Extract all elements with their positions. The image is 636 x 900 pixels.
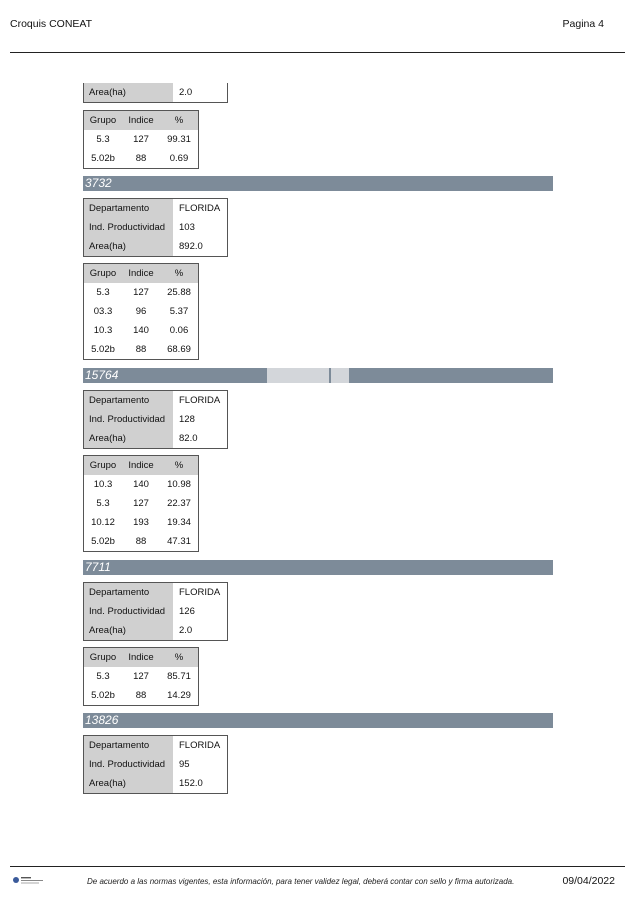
info-row-productividad [84,602,227,621]
info-row-departamento [84,583,227,602]
col-grupo: Grupo [89,268,117,279]
col-indice: Indice [128,652,154,663]
cell-indice: 140 [133,479,149,490]
cell-pct: 99.31 [167,134,191,145]
header-divider [10,52,625,53]
table-row [84,686,198,705]
cell-pct: 47.31 [167,536,191,547]
info-label: Area(ha) [84,429,173,448]
section-band [83,713,553,728]
section-id: 3732 [85,176,112,190]
cell-pct: 5.37 [169,306,189,317]
cell-grupo: 5.3 [96,671,110,682]
info-row-departamento [84,199,227,218]
table-row [84,532,198,551]
col-pct: % [174,268,184,279]
section-id: 15764 [85,368,119,382]
cell-grupo: 10.12 [91,517,115,528]
info-label: Ind. Productividad [84,218,173,237]
info-value: 128 [179,414,195,425]
info-label: Departamento [84,583,173,602]
info-value: 892.0 [179,241,203,252]
info-value: FLORIDA [179,395,221,406]
info-value: 2.0 [179,87,193,98]
table-row [84,667,198,686]
info-table [83,735,228,794]
cell-indice: 140 [133,325,149,336]
cell-grupo: 5.3 [96,287,110,298]
cell-pct: 10.98 [167,479,191,490]
cell-indice: 127 [133,287,149,298]
info-value: FLORIDA [179,203,221,214]
section-id: 13826 [85,713,119,727]
info-label: Area(ha) [84,83,173,102]
cell-grupo: 5.02b [91,153,115,164]
info-value: 95 [179,759,190,770]
info-value: 103 [179,222,195,233]
cell-indice: 88 [135,690,147,701]
info-label: Ind. Productividad [84,602,173,621]
cell-grupo: 5.02b [91,344,115,355]
cell-indice: 96 [135,306,147,317]
section-band [83,176,553,191]
table-row [84,283,198,302]
col-indice: Indice [128,460,154,471]
info-label: Departamento [84,391,173,410]
info-value: 82.0 [179,433,198,444]
info-label: Departamento [84,736,173,755]
cell-grupo: 5.3 [96,498,110,509]
info-row-area [84,237,227,256]
cell-indice: 127 [133,671,149,682]
info-row-area [84,83,227,102]
cell-pct: 68.69 [167,344,191,355]
info-table [83,582,228,641]
info-row-area [84,429,227,448]
cell-pct: 19.34 [167,517,191,528]
cell-pct: 85.71 [167,671,191,682]
cell-pct: 0.06 [169,325,189,336]
group-table-continued [83,110,199,169]
info-label: Ind. Productividad [84,755,173,774]
cell-indice: 127 [133,498,149,509]
info-row-productividad [84,218,227,237]
table-row [84,321,198,340]
cell-indice: 88 [135,153,147,164]
col-indice: Indice [128,268,154,279]
cell-grupo: 5.02b [91,690,115,701]
info-row-area [84,621,227,640]
col-pct: % [174,652,184,663]
table-row [84,130,198,149]
table-row [84,494,198,513]
cell-grupo: 5.3 [96,134,110,145]
info-value: 152.0 [179,778,203,789]
table-row [84,513,198,532]
cell-pct: 0.69 [169,153,189,164]
table-row [84,302,198,321]
group-table-header [84,264,198,283]
band-artifact [267,368,329,383]
section-band [83,560,553,575]
group-table-header [84,648,198,667]
cell-indice: 193 [133,517,149,528]
group-table-header [84,456,198,475]
cell-indice: 88 [135,536,147,547]
info-row-area [84,774,227,793]
info-row-productividad [84,410,227,429]
cell-pct: 25.88 [167,287,191,298]
info-value: FLORIDA [179,740,221,751]
group-table [83,263,199,360]
info-label: Area(ha) [84,237,173,256]
info-value: 2.0 [179,625,193,636]
cell-grupo: 10.3 [93,325,113,336]
legal-note: De acuerdo a las normas vigentes, esta información, para tener validez legal, deberá contar con sello y firma autorizada. [87,877,515,886]
document-title: Croquis CONEAT [10,18,93,30]
table-row [84,340,198,359]
info-row-departamento [84,391,227,410]
info-row-productividad [84,755,227,774]
col-pct: % [174,115,184,126]
info-table [83,198,228,257]
group-table-header [84,111,198,130]
section-band [83,368,553,383]
info-table [83,390,228,449]
info-label: Ind. Productividad [84,410,173,429]
page-number: Pagina 4 [562,18,604,30]
info-value: FLORIDA [179,587,221,598]
info-label: Departamento [84,199,173,218]
cell-pct: 22.37 [167,498,191,509]
col-grupo: Grupo [89,115,117,126]
cell-grupo: 03.3 [93,306,113,317]
table-row [84,475,198,494]
section-id: 7711 [85,560,111,574]
col-grupo: Grupo [89,652,117,663]
cell-grupo: 10.3 [93,479,113,490]
info-table-continued [83,83,228,103]
info-label: Area(ha) [84,774,173,793]
group-table [83,647,199,706]
print-date: 09/04/2022 [562,875,615,887]
info-value: 126 [179,606,195,617]
cell-indice: 88 [135,344,147,355]
col-indice: Indice [128,115,154,126]
footer-divider [10,866,625,867]
group-table [83,455,199,552]
cell-indice: 127 [133,134,149,145]
col-grupo: Grupo [89,460,117,471]
info-row-departamento [84,736,227,755]
table-row [84,149,198,168]
band-artifact [331,368,349,383]
info-label: Area(ha) [84,621,173,640]
cell-grupo: 5.02b [91,536,115,547]
cell-pct: 14.29 [167,690,191,701]
col-pct: % [174,460,184,471]
government-logo-icon [12,874,46,886]
